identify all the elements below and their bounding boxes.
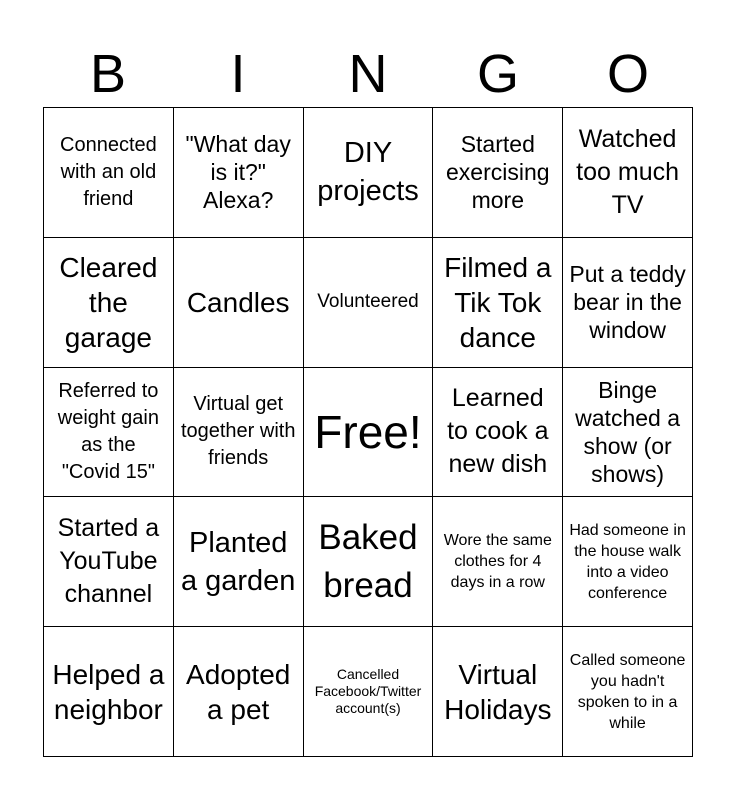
- bingo-cell-r3c4[interactable]: Learned to cook a new dish: [433, 368, 563, 498]
- bingo-cell-free[interactable]: Free!: [304, 368, 434, 498]
- header-letter-n: N: [348, 44, 388, 104]
- bingo-cell-r1c5[interactable]: Watched too much TV: [563, 108, 693, 238]
- bingo-cell-r5c4[interactable]: Virtual Holidays: [433, 627, 563, 757]
- bingo-header: [43, 42, 693, 106]
- bingo-cell-r1c1[interactable]: Connected with an old friend: [44, 108, 174, 238]
- bingo-cell-r2c2[interactable]: Candles: [174, 238, 304, 368]
- bingo-card-grid: [43, 107, 693, 757]
- bingo-cell-r1c3[interactable]: DIY projects: [304, 108, 434, 238]
- header-letter-i: I: [230, 44, 246, 104]
- bingo-cell-r2c4[interactable]: Filmed a Tik Tok dance: [433, 238, 563, 368]
- bingo-cell-r4c3[interactable]: Baked bread: [304, 497, 434, 627]
- bingo-cell-r5c2[interactable]: Adopted a pet: [174, 627, 304, 757]
- bingo-cell-r5c5[interactable]: Called someone you hadn't spoken to in a while: [563, 627, 693, 757]
- bingo-cell-r2c5[interactable]: Put a teddy bear in the window: [563, 238, 693, 368]
- bingo-cell-r5c1[interactable]: Helped a neighbor: [44, 627, 174, 757]
- bingo-cell-r3c2[interactable]: Virtual get together with friends: [174, 368, 304, 498]
- header-letter-b: B: [89, 44, 127, 104]
- bingo-cell-r5c3[interactable]: Cancelled Facebook/Twitter account(s): [304, 627, 434, 757]
- header-letter-o: O: [606, 44, 649, 104]
- bingo-cell-r1c2[interactable]: "What day is it?" Alexa?: [174, 108, 304, 238]
- bingo-cell-r2c3[interactable]: Volunteered: [304, 238, 434, 368]
- bingo-cell-r4c5[interactable]: Had someone in the house walk into a video conference: [563, 497, 693, 627]
- bingo-cell-r3c5[interactable]: Binge watched a show (or shows): [563, 368, 693, 498]
- bingo-cell-r4c1[interactable]: Started a YouTube channel: [44, 497, 174, 627]
- bingo-cell-r4c4[interactable]: Wore the same clothes for 4 days in a row: [433, 497, 563, 627]
- bingo-cell-r2c1[interactable]: Cleared the garage: [44, 238, 174, 368]
- bingo-cell-r1c4[interactable]: Started exercising more: [433, 108, 563, 238]
- header-letter-g: G: [476, 44, 519, 104]
- bingo-cell-r3c1[interactable]: Referred to weight gain as the "Covid 15": [44, 368, 174, 498]
- bingo-cell-r4c2[interactable]: Planted a garden: [174, 497, 304, 627]
